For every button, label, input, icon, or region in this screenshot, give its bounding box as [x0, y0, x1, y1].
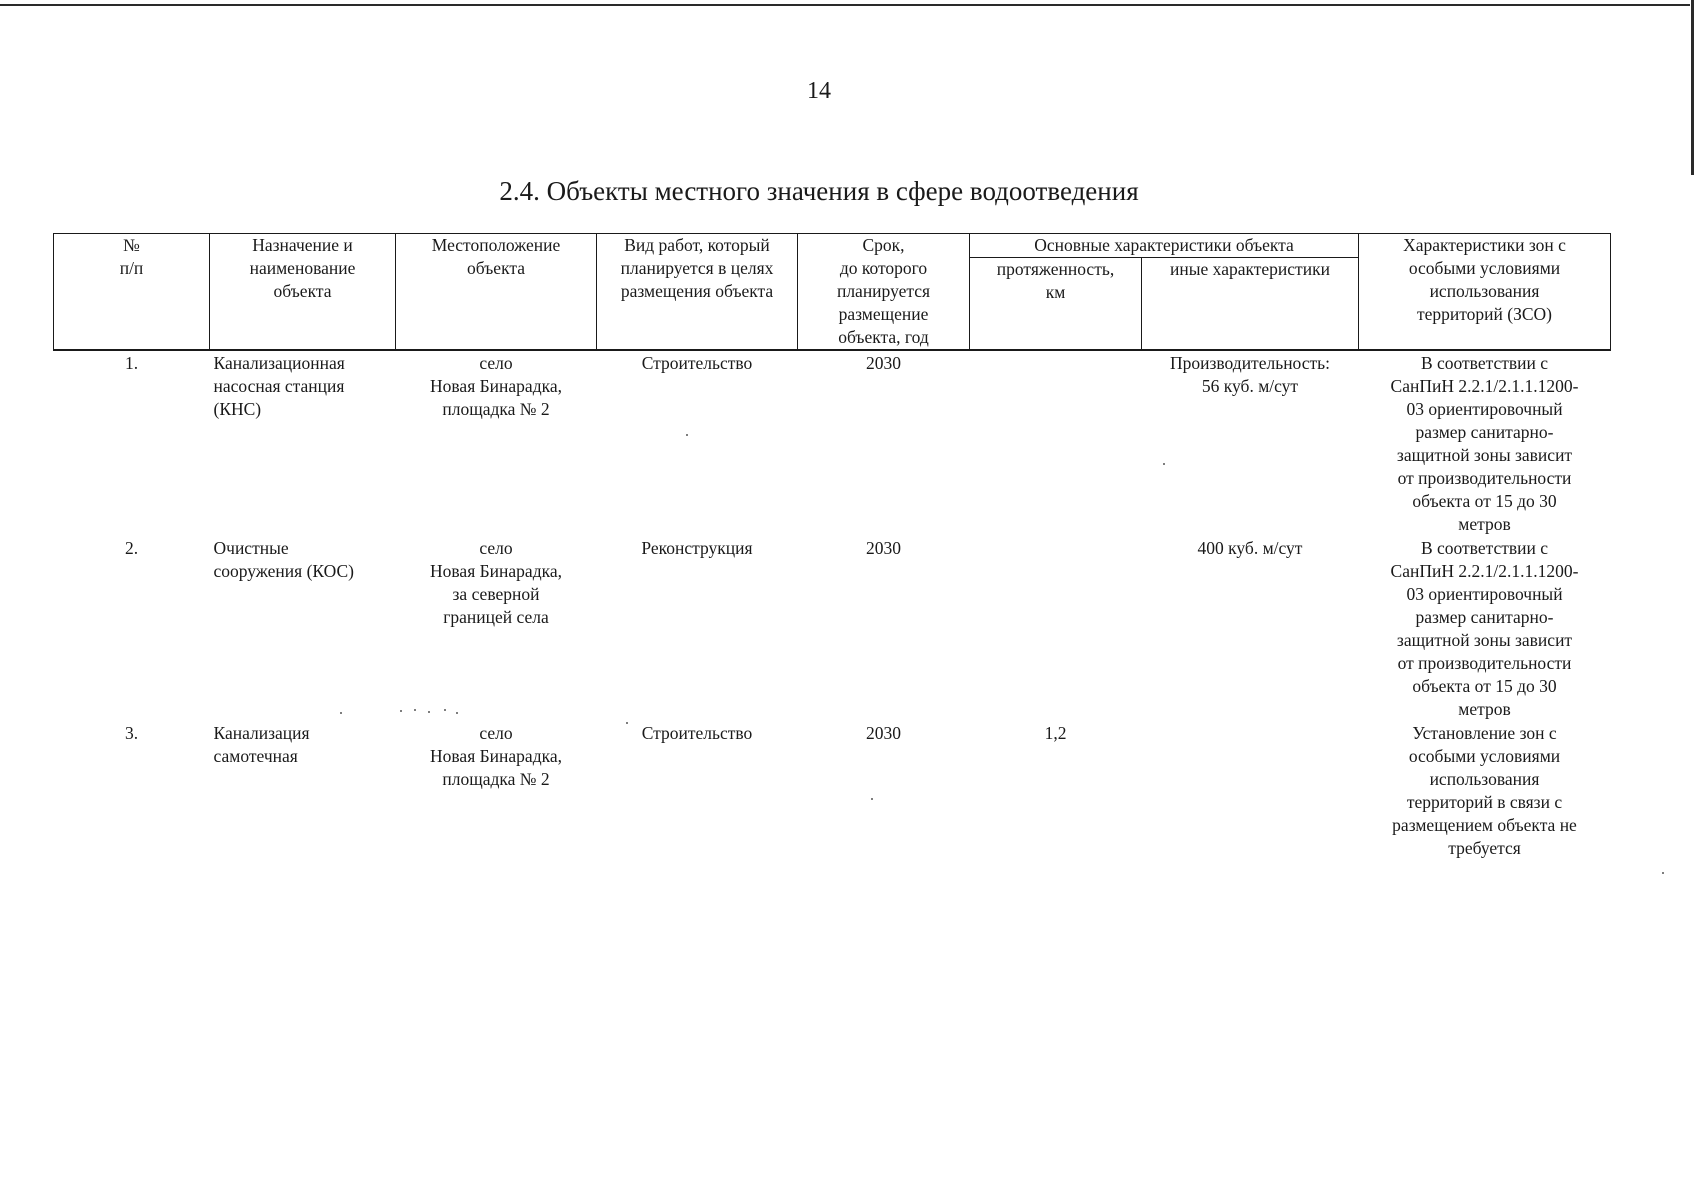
scan-edge-top [0, 4, 1690, 6]
cell-name: Очистные сооружения (КОС) [213, 538, 355, 581]
cell-other-characteristics: 400 куб. м/сут [1197, 538, 1303, 558]
table-row [54, 721, 1611, 861]
scan-speck [871, 798, 873, 800]
cell-location: село Новая Бинарадка, площадка № 2 [430, 353, 562, 419]
cell-work-type: Реконструкция [641, 538, 753, 558]
water-disposal-objects-table [53, 233, 1611, 861]
scan-edge-right [1691, 0, 1694, 175]
cell-length [970, 536, 1142, 721]
header-term: Срок, до которого планируется размещение объекта, год [798, 234, 970, 351]
cell-zones: Установление зон с особыми условиями использования территорий в связи с размещением объекта не требуется [1392, 723, 1577, 858]
cell-work-type: Строительство [641, 723, 753, 743]
scan-speck [428, 711, 430, 713]
header-num: № п/п [54, 234, 210, 351]
header-name: Назначение и наименование объекта [210, 234, 396, 351]
cell-num: 1. [124, 353, 139, 373]
cell-location: село Новая Бинарадка, площадка № 2 [430, 723, 562, 789]
scan-speck [626, 722, 628, 724]
header-zones: Характеристики зон с особыми условиями использования территорий (ЗСО) [1359, 234, 1611, 351]
cell-term: 2030 [866, 353, 901, 373]
cell-length [970, 350, 1142, 536]
cell-name: Канализационная насосная станция (КНС) [213, 353, 345, 419]
cell-other-characteristics: Производительность: 56 куб. м/сут [1169, 353, 1330, 396]
table-row [54, 536, 1611, 721]
scan-speck [686, 434, 688, 436]
cell-length: 1,2 [1044, 723, 1067, 743]
cell-other-characteristics [1142, 721, 1359, 861]
cell-term: 2030 [866, 538, 901, 558]
cell-num: 2. [124, 538, 139, 558]
table-body [54, 350, 1611, 861]
scan-speck [414, 709, 416, 711]
page-number: 14 [807, 78, 831, 104]
header-length: протяженность, км [970, 258, 1142, 350]
scan-speck [444, 709, 446, 711]
cell-work-type: Строительство [641, 353, 753, 373]
cell-term: 2030 [866, 723, 901, 743]
cell-zones: В соответствии с СанПиН 2.2.1/2.1.1.1200- 03 ориентировочный размер санитарно- защитной зоны зависит от производительности объекта от 15 до 30 метров [1390, 538, 1579, 719]
scan-speck [1662, 872, 1664, 874]
cell-location: село Новая Бинарадка, за северной границей села [430, 538, 562, 627]
header-work-type: Вид работ, который планируется в целях размещения объекта [597, 234, 798, 351]
cell-name: Канализация самотечная [213, 723, 310, 766]
scan-speck [1163, 463, 1165, 465]
scan-speck [456, 712, 458, 714]
header-location: Местоположение объекта [396, 234, 597, 351]
page-title: 2.4. Объекты местного значения в сфере водоотведения [499, 176, 1139, 206]
cell-num: 3. [124, 723, 139, 743]
header-other-characteristics: иные характеристики [1142, 258, 1359, 350]
table-header [54, 234, 1611, 351]
scan-speck [400, 710, 402, 712]
header-main-characteristics: Основные характеристики объекта [970, 234, 1359, 258]
table-row [54, 350, 1611, 536]
scan-speck [340, 712, 342, 714]
cell-zones: В соответствии с СанПиН 2.2.1/2.1.1.1200- 03 ориентировочный размер санитарно- защитной зоны зависит от производительности объекта от 15 до 30 метров [1390, 353, 1579, 534]
